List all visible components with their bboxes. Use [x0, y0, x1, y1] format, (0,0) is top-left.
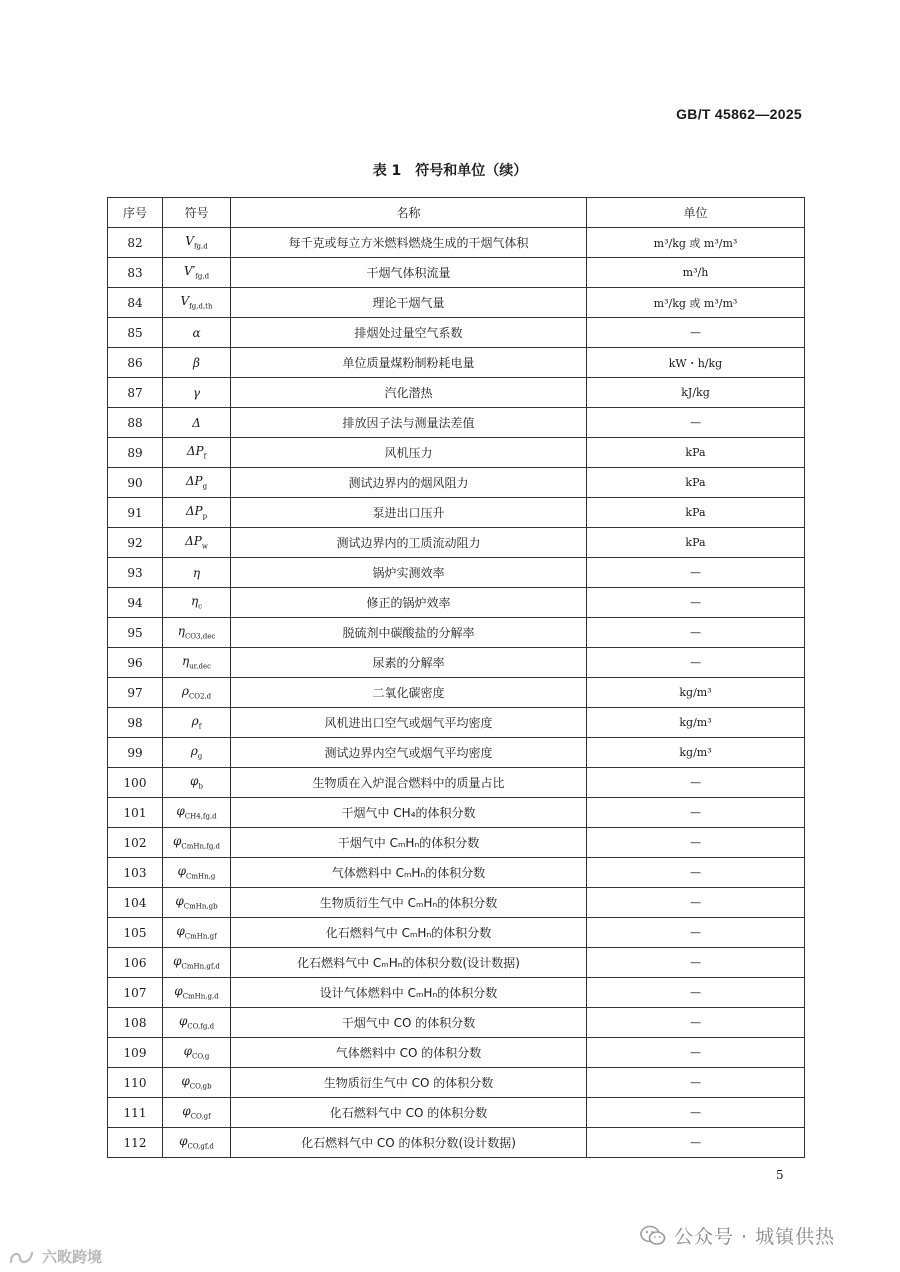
table-row	[108, 798, 805, 828]
row-name: 汽化潜热	[231, 378, 587, 408]
row-number: 92	[108, 528, 163, 558]
symbol-subscript: ur,dec	[189, 662, 212, 671]
symbol-subscript: fg,d	[193, 242, 208, 251]
row-symbol	[163, 1098, 231, 1128]
row-symbol	[163, 1128, 231, 1158]
table-row	[108, 1098, 805, 1128]
symbol-main: η	[181, 654, 190, 669]
row-symbol	[163, 978, 231, 1008]
row-number: 90	[108, 468, 163, 498]
row-unit: —	[587, 828, 805, 858]
table-row	[108, 1008, 805, 1038]
table-row	[108, 1038, 805, 1068]
table-row	[108, 228, 805, 258]
row-symbol	[163, 438, 231, 468]
row-number: 85	[108, 318, 163, 348]
symbol-main: ρ	[191, 714, 199, 729]
table-row	[108, 438, 805, 468]
table-row	[108, 468, 805, 498]
table-row	[108, 888, 805, 918]
row-symbol	[163, 558, 231, 588]
row-name: 气体燃料中 CₘHₙ的体积分数	[231, 858, 587, 888]
row-unit: kg/m³	[587, 678, 805, 708]
watermark-right-text: 公众号 · 城镇供热	[674, 1226, 836, 1248]
row-name: 气体燃料中 CO 的体积分数	[231, 1038, 587, 1068]
row-symbol	[163, 318, 231, 348]
symbol-subscript: CO,fg,d	[187, 1022, 215, 1031]
symbol-subscript: fg,d	[195, 272, 210, 281]
row-name: 排烟处过量空气系数	[231, 318, 587, 348]
watermark-logo	[8, 1246, 102, 1267]
row-name: 单位质量煤粉制粉耗电量	[231, 348, 587, 378]
row-number: 98	[108, 708, 163, 738]
row-name: 干烟气体积流量	[231, 258, 587, 288]
page-number: 5	[776, 1168, 784, 1182]
row-symbol	[163, 528, 231, 558]
row-name: 化石燃料气中 CₘHₙ的体积分数(设计数据)	[231, 948, 587, 978]
row-unit: kPa	[587, 528, 805, 558]
row-symbol	[163, 378, 231, 408]
row-symbol	[163, 708, 231, 738]
row-number: 82	[108, 228, 163, 258]
symbol-main: φ	[175, 894, 184, 909]
brand-logo-icon	[8, 1248, 36, 1266]
table-row	[108, 978, 805, 1008]
row-unit: —	[587, 618, 805, 648]
symbol-main: φ	[182, 1104, 191, 1119]
symbol-main: ΔP	[186, 444, 204, 459]
row-unit: kg/m³	[587, 738, 805, 768]
row-symbol	[163, 918, 231, 948]
row-name: 化石燃料气中 CₘHₙ的体积分数	[231, 918, 587, 948]
symbol-subscript: CO2,d	[188, 692, 212, 701]
row-symbol	[163, 1008, 231, 1038]
table-row	[108, 948, 805, 978]
symbol-main: η	[190, 594, 199, 609]
row-symbol	[163, 408, 231, 438]
symbol-main: φ	[176, 804, 185, 819]
row-name: 测试边界内的工质流动阻力	[231, 528, 587, 558]
table-row	[108, 588, 805, 618]
watermark-wechat	[640, 1222, 835, 1249]
table-row	[108, 378, 805, 408]
row-number: 88	[108, 408, 163, 438]
symbol-main: φ	[176, 924, 185, 939]
row-symbol	[163, 618, 231, 648]
standard-code: GB/T 45862—2025	[676, 106, 802, 122]
row-unit: —	[587, 1008, 805, 1038]
row-name: 测试边界内空气或烟气平均密度	[231, 738, 587, 768]
row-symbol	[163, 798, 231, 828]
row-name: 生物质衍生气中 CO 的体积分数	[231, 1068, 587, 1098]
row-unit: m³/h	[587, 258, 805, 288]
row-unit: —	[587, 918, 805, 948]
symbol-main: ΔP	[185, 534, 202, 549]
row-unit: —	[587, 648, 805, 678]
row-symbol	[163, 888, 231, 918]
symbol-main: φ	[190, 774, 199, 789]
symbol-subscript: g	[197, 752, 203, 761]
row-number: 107	[108, 978, 163, 1008]
symbol-main: φ	[178, 1014, 188, 1029]
table-row	[108, 768, 805, 798]
row-symbol	[163, 228, 231, 258]
header-symbol: 符号	[163, 198, 231, 228]
row-unit: —	[587, 588, 805, 618]
row-number: 89	[108, 438, 163, 468]
symbol-subscript: CH4,fg,d	[184, 812, 217, 821]
table-row	[108, 1068, 805, 1098]
symbol-subscript: CO,gf,d	[187, 1142, 214, 1151]
table-header-row	[108, 198, 805, 228]
symbol-subscript: b	[198, 782, 203, 791]
row-name: 测试边界内的烟风阻力	[231, 468, 587, 498]
row-symbol	[163, 858, 231, 888]
symbol-main: φ	[183, 1044, 192, 1059]
watermark-left-text: 六畋跨境	[42, 1248, 103, 1266]
symbol-main: φ	[181, 1074, 190, 1089]
symbol-main: γ	[192, 385, 201, 400]
table-row	[108, 678, 805, 708]
symbol-subscript: c	[198, 602, 203, 611]
row-name: 排放因子法与测量法差值	[231, 408, 587, 438]
symbol-main: β	[193, 355, 200, 370]
row-number: 94	[108, 588, 163, 618]
row-name: 泵进出口压升	[231, 498, 587, 528]
symbol-main: Δ	[192, 415, 201, 430]
symbol-main: V	[185, 234, 194, 249]
row-unit: —	[587, 558, 805, 588]
table-row	[108, 258, 805, 288]
row-number: 84	[108, 288, 163, 318]
row-number: 86	[108, 348, 163, 378]
symbol-main: φ	[177, 864, 187, 879]
row-unit: kJ/kg	[587, 378, 805, 408]
row-number: 87	[108, 378, 163, 408]
table-row	[108, 648, 805, 678]
symbol-subscript: CmHn,gf	[184, 932, 217, 941]
row-number: 112	[108, 1128, 163, 1158]
row-unit: —	[587, 1128, 805, 1158]
header-no: 序号	[108, 198, 163, 228]
row-symbol	[163, 258, 231, 288]
symbol-subscript: CO,gb	[189, 1082, 212, 1091]
table-row	[108, 408, 805, 438]
row-name: 设计气体燃料中 CₘHₙ的体积分数	[231, 978, 587, 1008]
table-row	[108, 738, 805, 768]
table-row	[108, 918, 805, 948]
table-row	[108, 828, 805, 858]
row-number: 91	[108, 498, 163, 528]
table-row	[108, 498, 805, 528]
row-unit: —	[587, 768, 805, 798]
table-row	[108, 1128, 805, 1158]
row-name: 干烟气中 CH₄的体积分数	[231, 798, 587, 828]
row-name: 化石燃料气中 CO 的体积分数	[231, 1098, 587, 1128]
row-unit: —	[587, 318, 805, 348]
symbol-subscript: g	[202, 482, 208, 491]
symbol-subscript: CmHn,gf,d	[181, 962, 220, 971]
symbol-main: V	[180, 294, 190, 309]
header-name: 名称	[231, 198, 587, 228]
table-title: 表 1 符号和单位（续）	[372, 163, 528, 179]
row-name: 理论干烟气量	[231, 288, 587, 318]
row-unit: —	[587, 408, 805, 438]
row-symbol	[163, 288, 231, 318]
row-unit: —	[587, 1068, 805, 1098]
symbol-subscript: f	[198, 722, 202, 731]
symbol-main: ΔP	[185, 474, 203, 489]
row-number: 109	[108, 1038, 163, 1068]
table-row	[108, 858, 805, 888]
header-unit: 单位	[587, 198, 805, 228]
row-symbol	[163, 1068, 231, 1098]
row-name: 生物质衍生气中 CₘHₙ的体积分数	[231, 888, 587, 918]
row-symbol	[163, 948, 231, 978]
symbol-main: η	[192, 565, 201, 580]
row-number: 100	[108, 768, 163, 798]
row-name: 脱硫剂中碳酸盐的分解率	[231, 618, 587, 648]
symbol-subscript: CmHn,g,d	[182, 992, 219, 1001]
row-number: 103	[108, 858, 163, 888]
row-name: 锅炉实测效率	[231, 558, 587, 588]
symbol-subscript: CO,gf	[190, 1112, 211, 1121]
row-unit: m³/kg 或 m³/m³	[587, 288, 805, 318]
row-number: 83	[108, 258, 163, 288]
row-unit: —	[587, 858, 805, 888]
row-number: 111	[108, 1098, 163, 1128]
row-name: 修正的锅炉效率	[231, 588, 587, 618]
table-row	[108, 618, 805, 648]
row-symbol	[163, 498, 231, 528]
symbols-units-table	[107, 197, 805, 1158]
row-name: 干烟气中 CₘHₙ的体积分数	[231, 828, 587, 858]
row-name: 化石燃料气中 CO 的体积分数(设计数据)	[231, 1128, 587, 1158]
row-number: 99	[108, 738, 163, 768]
table-row	[108, 288, 805, 318]
row-name: 每千克或每立方米燃料燃烧生成的干烟气体积	[231, 228, 587, 258]
symbol-main: ρ	[190, 744, 198, 759]
row-number: 102	[108, 828, 163, 858]
symbol-subscript: CO3,dec	[184, 632, 216, 641]
row-name: 生物质在入炉混合燃料中的质量占比	[231, 768, 587, 798]
table-row	[108, 558, 805, 588]
symbol-subscript: CmHn,fg,d	[181, 842, 220, 851]
row-name: 二氧化碳密度	[231, 678, 587, 708]
row-name: 风机进出口空气或烟气平均密度	[231, 708, 587, 738]
symbol-subscript: w	[201, 542, 208, 551]
symbol-main: η	[177, 624, 185, 639]
table-row	[108, 318, 805, 348]
wechat-icon	[640, 1225, 666, 1247]
symbol-subscript: f	[203, 452, 207, 461]
row-symbol	[163, 468, 231, 498]
row-symbol	[163, 1038, 231, 1068]
row-number: 105	[108, 918, 163, 948]
symbol-main: α	[192, 325, 201, 340]
row-unit: —	[587, 978, 805, 1008]
row-number: 93	[108, 558, 163, 588]
symbol-main: V′	[183, 264, 196, 279]
row-unit: —	[587, 888, 805, 918]
symbol-subscript: p	[202, 512, 208, 521]
row-symbol	[163, 768, 231, 798]
row-unit: kPa	[587, 468, 805, 498]
row-symbol	[163, 348, 231, 378]
row-number: 106	[108, 948, 163, 978]
row-unit: —	[587, 798, 805, 828]
symbol-main: φ	[179, 1134, 188, 1149]
row-number: 97	[108, 678, 163, 708]
symbol-main: φ	[172, 834, 182, 849]
symbol-subscript: CmHn,g	[186, 872, 216, 881]
symbol-main: ΔP	[185, 504, 203, 519]
row-symbol	[163, 648, 231, 678]
symbol-subscript: CmHn,gb	[183, 902, 218, 911]
symbol-subscript: fg,d,th	[189, 302, 213, 311]
row-number: 104	[108, 888, 163, 918]
row-unit: —	[587, 1038, 805, 1068]
row-number: 110	[108, 1068, 163, 1098]
row-number: 108	[108, 1008, 163, 1038]
row-name: 干烟气中 CO 的体积分数	[231, 1008, 587, 1038]
row-unit: —	[587, 948, 805, 978]
table-row	[108, 348, 805, 378]
row-unit: kPa	[587, 498, 805, 528]
row-unit: —	[587, 1098, 805, 1128]
row-number: 101	[108, 798, 163, 828]
row-symbol	[163, 678, 231, 708]
row-name: 风机压力	[231, 438, 587, 468]
row-symbol	[163, 588, 231, 618]
row-unit: m³/kg 或 m³/m³	[587, 228, 805, 258]
row-number: 95	[108, 618, 163, 648]
table-row	[108, 708, 805, 738]
row-unit: kW・h/kg	[587, 348, 805, 378]
symbol-main: φ	[174, 984, 183, 999]
row-unit: kPa	[587, 438, 805, 468]
symbol-subscript: CO,g	[192, 1052, 210, 1061]
row-symbol	[163, 828, 231, 858]
symbol-main: ρ	[181, 684, 189, 699]
row-unit: kg/m³	[587, 708, 805, 738]
row-symbol	[163, 738, 231, 768]
symbol-main: φ	[173, 954, 182, 969]
row-number: 96	[108, 648, 163, 678]
table-row	[108, 528, 805, 558]
row-name: 尿素的分解率	[231, 648, 587, 678]
